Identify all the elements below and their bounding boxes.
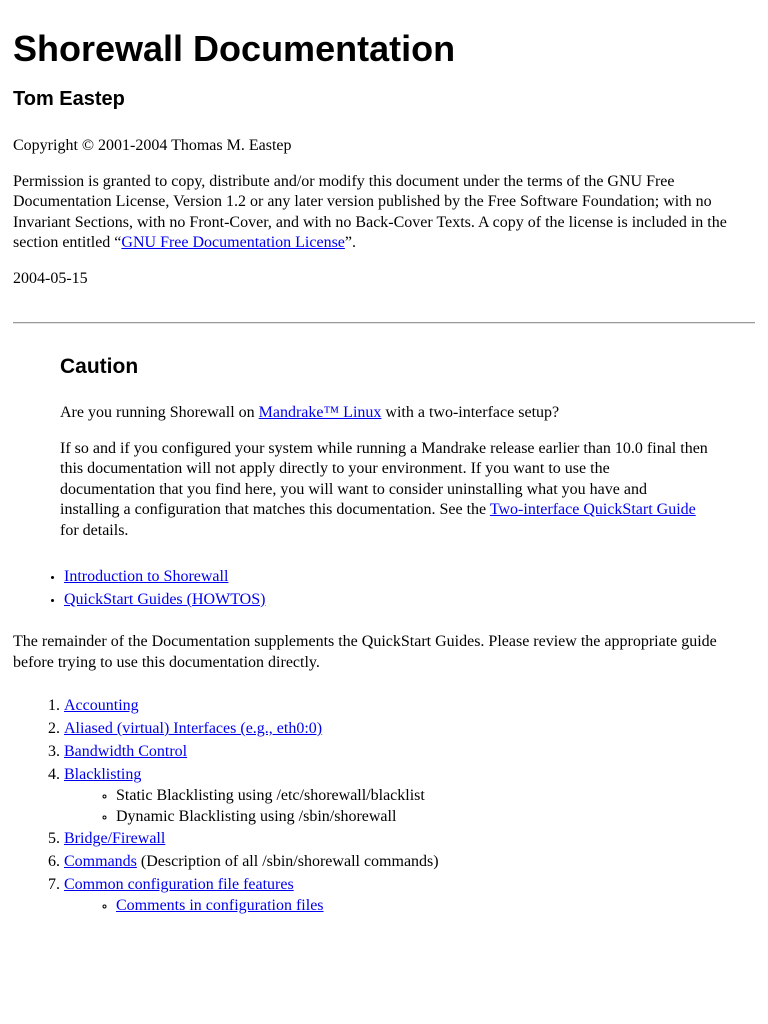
caution-detail-text-end: for details.: [60, 521, 129, 539]
caution-heading: Caution: [60, 355, 139, 378]
caution-detail-text: If so and if you configured your system while running a Mandrake release earlier than 10.0 final then this documentation will not apply directly to your environment. If you want to use the documentation that you find here, you will want to consider uninstalling what you have and installing a configuration that matches this documentation. See the: [60, 439, 708, 518]
config-features-sublist: [64, 896, 755, 917]
caution-question-text-end: with a two-interface setup?: [381, 404, 560, 421]
documentation-toc: [13, 694, 755, 917]
list-item: [64, 565, 755, 588]
toc-item: [64, 763, 755, 827]
caution-box: [60, 354, 708, 541]
commands-description: (Description of all /sbin/shorewall commands): [136, 853, 439, 870]
intro-link-list: [13, 565, 755, 611]
author-name: Tom Eastep: [13, 88, 125, 110]
caution-detail: [60, 439, 708, 542]
toc-item: [64, 827, 755, 850]
remainder-paragraph: The remainder of the Documentation supplements the QuickStart Guides. Please review the appropriate guide before trying to use this documentation directly.: [13, 633, 717, 671]
list-item: [64, 588, 755, 611]
comments-in-config-link[interactable]: Comments in configuration files: [116, 897, 324, 914]
two-interface-quickstart-link[interactable]: Two-interface QuickStart Guide: [489, 501, 696, 518]
toc-item: [64, 850, 755, 873]
permission-text-end: ”.: [344, 234, 356, 251]
commands-link[interactable]: Commands: [64, 853, 137, 870]
sub-list-item: [116, 896, 755, 917]
document-date: 2004-05-15: [13, 269, 88, 287]
toc-item: [64, 717, 755, 740]
accounting-link[interactable]: Accounting: [64, 697, 139, 714]
bridge-firewall-link[interactable]: Bridge/Firewall: [64, 830, 166, 847]
bandwidth-control-link[interactable]: Bandwidth Control: [64, 743, 188, 760]
toc-item: [64, 873, 755, 917]
page-title: Shorewall Documentation: [13, 28, 456, 69]
toc-item: [64, 694, 755, 717]
blacklisting-link[interactable]: Blacklisting: [64, 766, 142, 783]
aliased-interfaces-link[interactable]: Aliased (virtual) Interfaces (e.g., eth0:0): [64, 720, 323, 737]
introduction-link[interactable]: Introduction to Shorewall: [64, 568, 229, 585]
permission-paragraph: [13, 172, 755, 254]
caution-question: [60, 403, 708, 424]
section-divider: [13, 322, 755, 324]
gnu-fdl-link[interactable]: GNU Free Documentation License: [121, 234, 345, 251]
common-config-features-link[interactable]: Common configuration file features: [64, 876, 294, 893]
caution-question-text: Are you running Shorewall on: [60, 404, 259, 421]
blacklisting-sublist: [64, 786, 755, 827]
copyright-notice: Copyright © 2001-2004 Thomas M. Eastep: [13, 137, 292, 154]
permission-text: Permission is granted to copy, distribute and/or modify this document under the terms of the GNU Free Documentation License, Version 1.2 or any later version published by the Free Software Foundation; with no Invariant Sections, with no Front-Cover, and with no Back-Cover Texts. A copy of the license is included in the section entitled “: [13, 172, 727, 251]
quickstart-guides-link[interactable]: QuickStart Guides (HOWTOS): [64, 591, 266, 608]
sub-list-item: ◦ Dynamic Blacklisting using /sbin/shorewall: [116, 807, 755, 828]
mandrake-linux-link[interactable]: Mandrake™ Linux: [258, 404, 382, 421]
toc-item: [64, 740, 755, 763]
sub-list-item: ◦ Static Blacklisting using /etc/shorewall/blacklist: [116, 786, 755, 807]
